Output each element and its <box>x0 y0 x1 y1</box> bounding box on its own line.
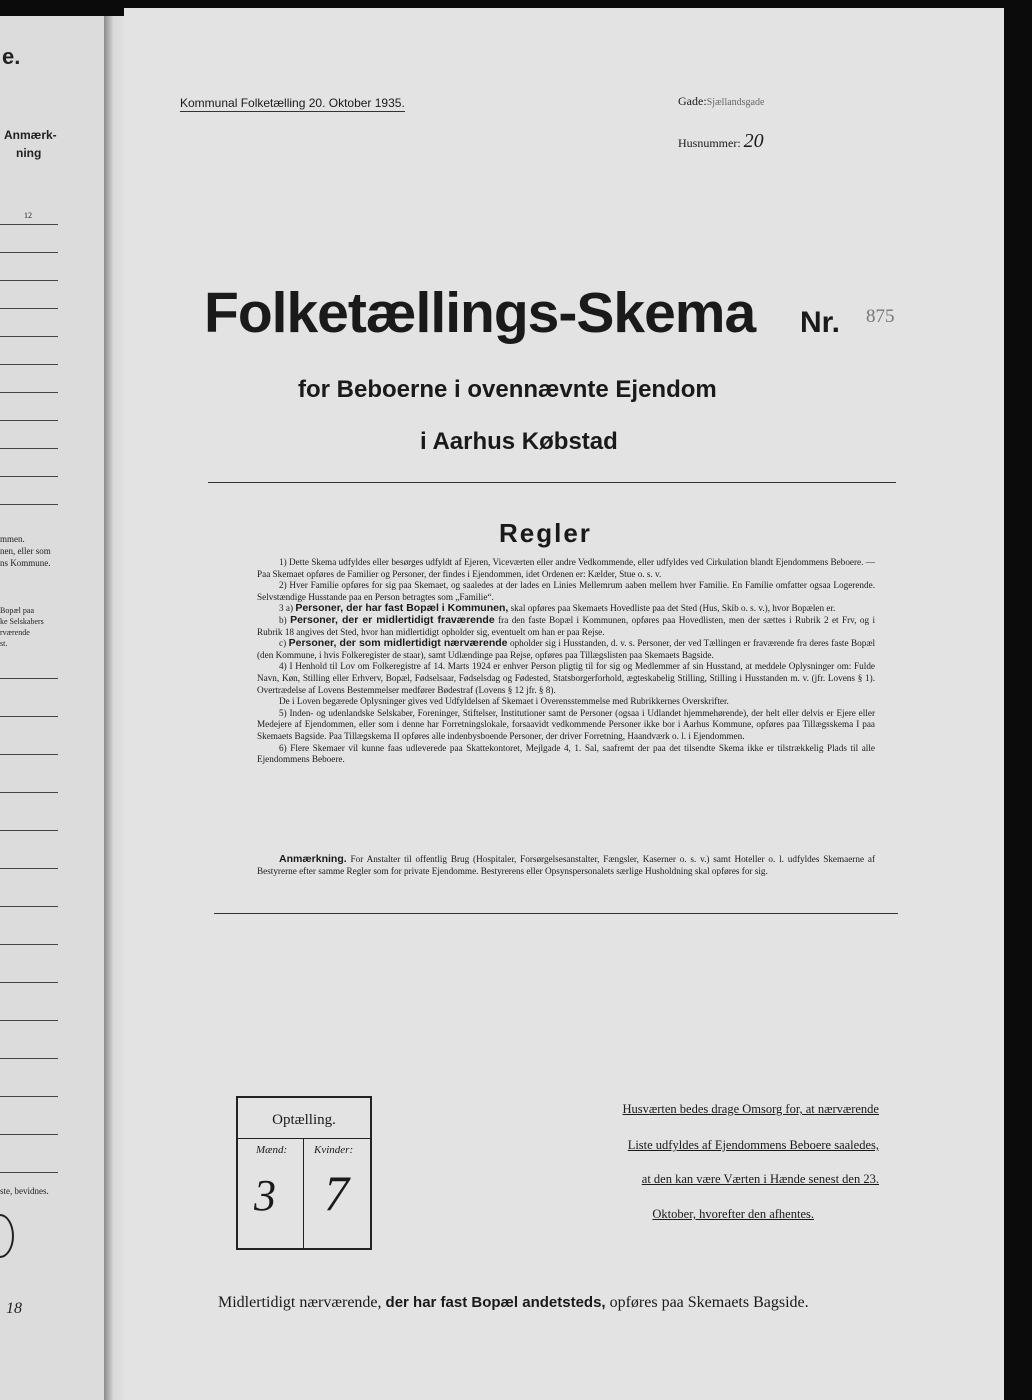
footer-note-bold: der har fast Bopæl andetsteds, <box>385 1294 606 1311</box>
rule-3c-heading: Personer, der som midlertidigt nærværende <box>288 637 508 650</box>
left-page-rule <box>0 1134 58 1135</box>
left-page-fragment-text: Bopæl paa <box>0 606 34 615</box>
remark-body: For Anstalter til offentlig Brug (Hospitaler, Forsørgelsesanstalter, Fængsler, Kaserner o. s. v.) samt Hoteller o. l. udfyldes Skemaerne af Bestyrerne efter samme Regler som for private Ejendomme. Bestyrerens eller Opsynspersonalets særlige Husholdning skal opføres for sig. <box>257 854 876 876</box>
count-box-title: Optælling. <box>272 1112 336 1128</box>
left-page-letter: e. <box>2 44 21 69</box>
rule-3a-body: skal opføres paa Skemaets Hovedliste paa det Sted (Hus, Skib o. s. v.), hvor Bopælen er. <box>510 603 836 614</box>
form-number-value: 875 <box>866 306 895 327</box>
footer-note <box>218 1294 809 1312</box>
left-page-rule <box>0 678 58 679</box>
rule-3b-heading: Personer, der er midlertidigt fraværende <box>290 613 495 626</box>
left-page-rule <box>0 1020 58 1021</box>
rules-body <box>257 557 875 766</box>
left-page-rule <box>0 336 58 337</box>
notice-line: Husværten bedes drage Omsorg for, at nærværende <box>622 1102 879 1116</box>
notice-line: Liste udfyldes af Ejendommens Beboere saaledes, <box>627 1138 879 1152</box>
house-number-field <box>678 130 764 153</box>
street-value: Sjællandsgade <box>706 97 765 108</box>
left-page-fragment-text: ke Selskabers <box>0 617 44 626</box>
footer-note-part: Midlertidigt nærværende, <box>218 1294 382 1311</box>
left-page-rule <box>0 280 58 281</box>
left-page-handwritten-number: 18 <box>6 1300 22 1317</box>
census-form-page <box>124 8 1004 1400</box>
left-page-rule <box>0 504 58 505</box>
form-title: Folketællings-Skema <box>204 281 756 345</box>
rule-2: 2) Hver Familie opføres for sig paa Skemaet, og saaledes at der lades en Linies Mellemrum aaben mellem hver Familie. En Familie omfatter ogsaa Logerende. Selvstændige Husstande paa en Person betragtes som „Familie“. <box>257 580 875 602</box>
house-number-label: Husnummer: <box>678 136 741 150</box>
house-number-value: 20 <box>743 130 764 152</box>
form-number-label: Nr. <box>800 306 841 339</box>
rule-5: 5) Inden- og udenlandske Selskaber, Foreninger, Stiftelser, Institutioner samt de Personer (ogsaa i Udlandet hjemmehørende), der helt eller delvis er Ejere eller Medejere af Ejendommen, eller som i denne har Forretningslokale, forsaavidt vedkommende Personer ikke bor i Aarhus Kommune, opføres paa Tillægsskema I paa Skemaets Bagside. Paa Tillægskema II opføres alle indenbysboende Personer, der driver Forretning, Haandværk o. l. i Ejendommen. <box>257 707 875 741</box>
rules-end-divider <box>214 913 898 914</box>
count-men-label: Mænd: <box>256 1144 288 1156</box>
left-page-rule <box>0 1058 58 1059</box>
left-page-fragment-text: ste, bevidnes. <box>0 1186 49 1196</box>
remark-label: Anmærkning. <box>279 853 347 865</box>
street-field <box>678 94 764 109</box>
rule-4-note: De i Loven begærede Oplysninger gives ved Udfyldelsen af Skemaet i Overensstemmelse med Rubrikkernes Overskrifter. <box>279 696 729 707</box>
left-page-rule <box>0 792 58 793</box>
count-box <box>236 1096 372 1250</box>
left-page-rule <box>0 420 58 421</box>
count-women-label: Kvinder: <box>314 1144 354 1156</box>
left-page-header-line2: ning <box>16 146 42 160</box>
left-page-rule <box>0 868 58 869</box>
rule-1: 1) Dette Skema udfyldes eller besørges udfyldt af Ejeren, Viceværten eller andre Vedkommende, eller udfyldes ved Cirkulation blandt Ejendommens Beboere. — Paa Skemaet opføres de Familier og Personer, der findes i Ejendommen, idet Ordenen er: Kælder, Stue o. s. v. <box>257 557 875 579</box>
rule-6: 6) Flere Skemaer vil kunne faas udleverede paa Skattekontoret, Mejlgade 4, 1. Sal, saafremt der paa det tilsendte Skema ikke er tilstrækkelig Plads til alle Ejendommens Beboere. <box>257 742 875 765</box>
rule-3b-number: b) <box>279 614 287 625</box>
left-page-rule <box>0 308 58 309</box>
left-page-fragment-text: st. <box>0 639 8 648</box>
left-page-rule <box>0 252 58 253</box>
rule-4: 4) I Henhold til Lov om Folkeregistre af 14. Marts 1924 er enhver Person pligtig til for sig og Medlemmer af sin Husstand, at meddele Oplysninger om: Fulde Navn, Køn, Stilling eller Erhverv, Bopæl, Fødselsaar, Fødselsdag og Fødested, Statsborgerforhold, ægteskabelig Stilling, Stilling i Husstanden m. v. (jfr. Lovens § 1). Overtrædelse af Lovens Bestemmelser medfører Bødestraf (Lovens § 12 jfr. § 8). <box>257 661 875 695</box>
left-page-rule <box>0 944 58 945</box>
notice-line: Oktober, hvorefter den afhentes. <box>652 1207 814 1221</box>
left-page-fragment-text: mmen. <box>0 534 25 544</box>
left-page-rule <box>0 716 58 717</box>
form-subtitle-city: i Aarhus Købstad <box>420 428 618 455</box>
left-page-fragment-text: rværende <box>0 628 30 637</box>
rule-3c <box>257 638 875 661</box>
left-page-rule <box>0 754 58 755</box>
left-page-rule <box>0 392 58 393</box>
census-header-line: Kommunal Folketælling 20. Oktober 1935. <box>180 96 405 110</box>
left-page-fragment <box>0 16 107 1400</box>
notice-line: at den kan være Værten i Hænde senest den 23. <box>641 1172 879 1186</box>
remark-paragraph <box>257 854 875 877</box>
left-page-fragment-text: ns Kommune. <box>0 558 51 568</box>
street-label: Gade: <box>678 94 707 108</box>
left-page-rule <box>0 1096 58 1097</box>
left-page-rule <box>0 448 58 449</box>
title-divider <box>208 482 896 483</box>
count-box-divider <box>238 1138 370 1139</box>
left-page-fragment-text: nen, eller som <box>0 546 51 556</box>
left-page-rule <box>0 982 58 983</box>
rule-3b-body: fra den faste Bopæl i Kommunen, opføres paa Hovedlisten, men der sættes i Rubrik 2 et Frv, og i Rubrik 18 angives det Sted, hvor han midlertidigt opholder sig, eventuelt om han er paa Rejse. <box>257 614 876 637</box>
left-page-header-line1: Anmærk- <box>4 128 57 142</box>
form-subtitle: for Beboerne i ovennævnte Ejendom <box>298 376 717 403</box>
rule-3b <box>257 615 875 638</box>
count-women-value: 7 <box>324 1165 349 1221</box>
left-page-rule <box>0 476 58 477</box>
left-page-rule <box>0 1172 58 1173</box>
footer-note-part: opføres paa Skemaets Bagside. <box>609 1294 809 1311</box>
count-men-value: 3 <box>254 1171 276 1220</box>
rules-heading: Regler <box>499 518 592 548</box>
left-page-col-number: 12 <box>24 211 32 220</box>
left-page-rule <box>0 830 58 831</box>
rule-3a-heading: Personer, der har fast Bopæl i Kommunen, <box>295 602 509 615</box>
rule-3c-body: opholder sig i Husstanden, d. v. s. Personer, der ved Tællingen er fraværende fra deres faste Bopæl (den Kommune, i hvis Folkeregister de staar), samt Udlændinge paa Rejse, opføres paa Tillægslisten paa Skemaets Bagside. <box>257 638 876 660</box>
left-page-rule <box>0 224 58 225</box>
left-page-rule <box>0 364 58 365</box>
left-page-rule <box>0 906 58 907</box>
rule-3c-number: c) <box>279 638 287 649</box>
left-page-stamp <box>0 1214 14 1258</box>
count-box-column-divider <box>303 1138 304 1248</box>
rule-3a-number: 3 a) <box>279 603 294 614</box>
